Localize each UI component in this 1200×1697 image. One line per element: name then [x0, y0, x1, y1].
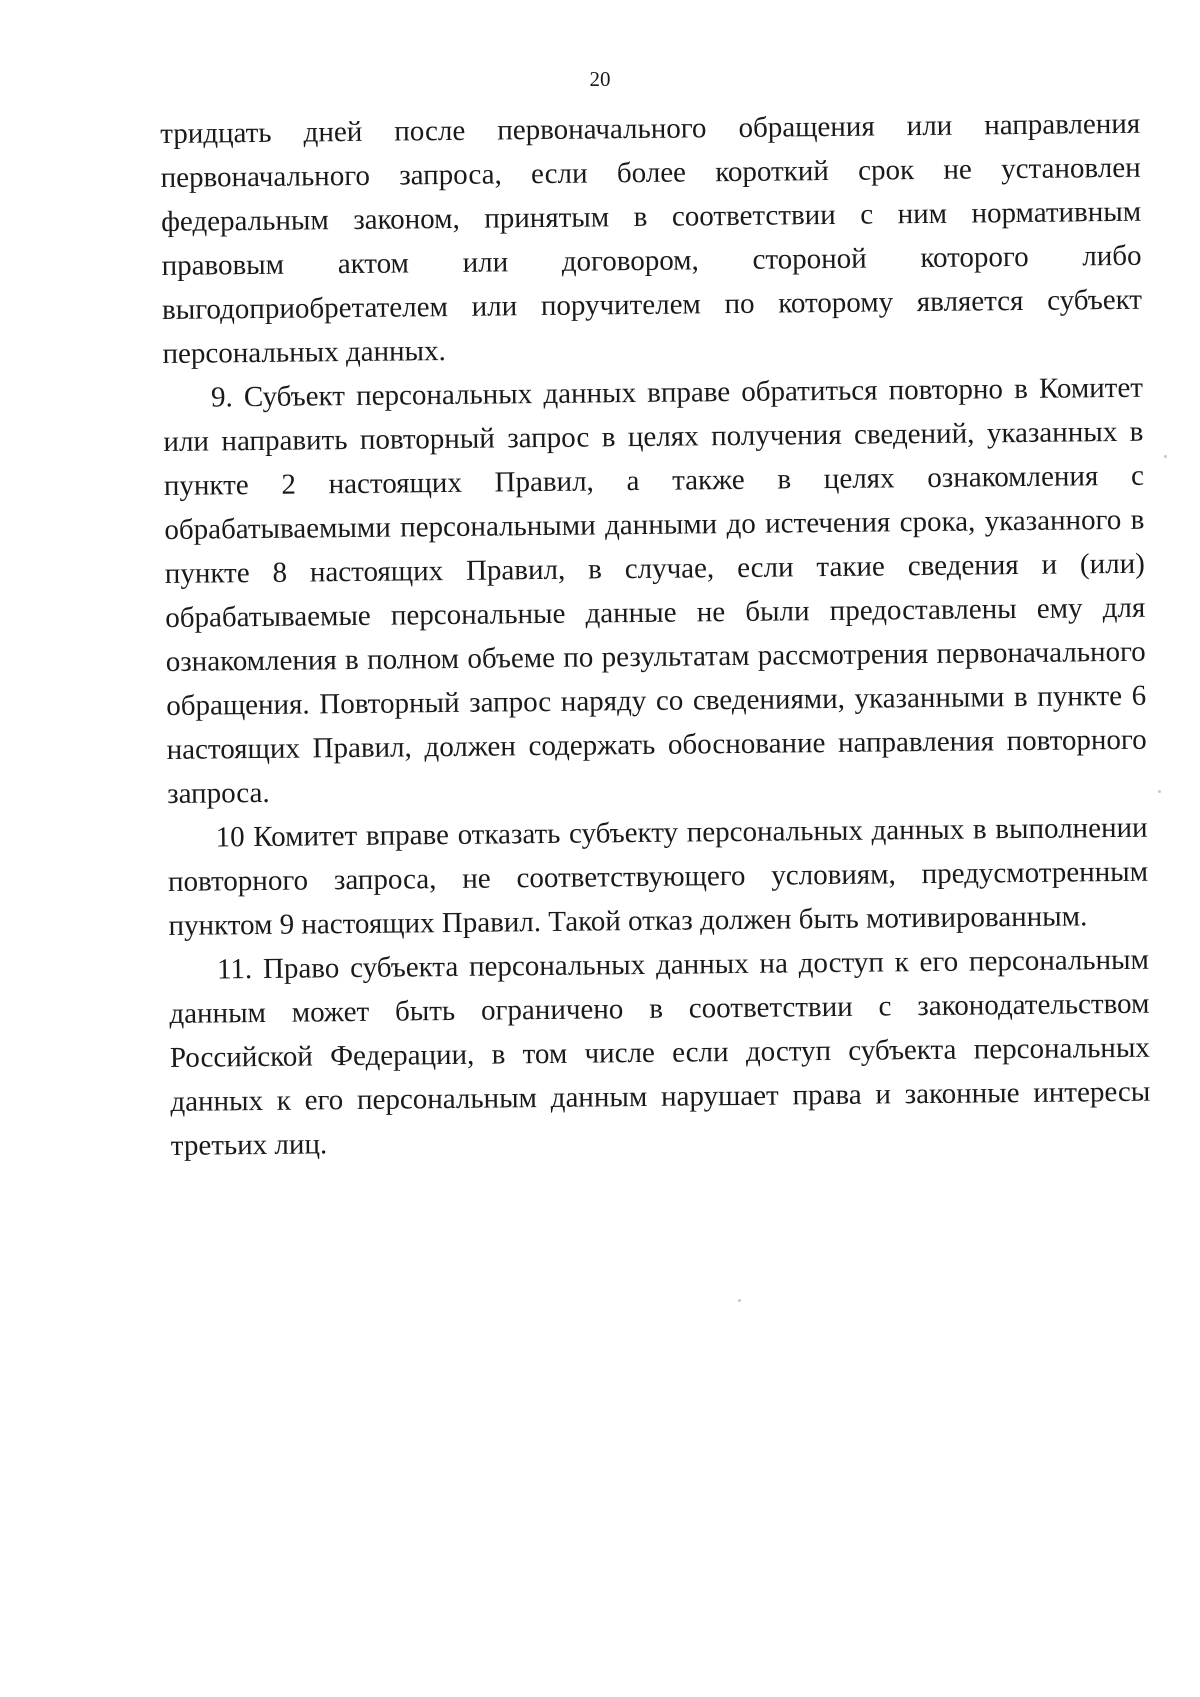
paragraph-item-10: 10 Комитет вправе отказать субъекту персональных данных в выполнении повторного запроса, не соответствующего условиям, предусмотренным пунктом 9 настоящих Правил. Такой отказ должен быть мотивированным. [167, 811, 1149, 942]
scan-speck [738, 1299, 741, 1302]
paragraph-continuation: тридцать дней после первоначального обращения или направления первоначального запроса, если более короткий срок не установлен федеральным законом, принятым в соответствии с ним нормативным правовым актом или договором, стороной которого либо выгодоприобретателем или поручителем по которому является субъект персональных данных. [160, 107, 1143, 370]
scan-speck [1164, 455, 1167, 458]
paragraph-item-9: 9. Субъект персональных данных вправе обратиться повторно в Комитет или направить повторный запрос в целях получения сведений, указанных в пункте 2 настоящих Правил, а также в целях ознакомления с обрабатываемыми персональными данными до истечения срока, указанного в пункте 8 настоящих Правил, в случае, если такие сведения и (или) обрабатываемые персональные данные не были предоставлены ему для ознакомления в полном объеме по результатам рассмотрения первоначального обращения. Повторный запрос наряду со сведениями, указанными в пункте 6 настоящих Правил, должен содержать обоснование направления повторного запроса. [163, 371, 1147, 810]
scan-speck [1158, 790, 1161, 793]
paragraph-item-11: 11. Право субъекта персональных данных на доступ к его персональным данным может быть ограничено в соответствии с законодательством Российской Федерации, в том числе если доступ субъекта персональных данных к его персональным данным нарушает права и законные интересы третьих лиц. [169, 943, 1151, 1162]
page-number: 20 [589, 67, 611, 91]
document-body [160, 102, 1151, 1168]
